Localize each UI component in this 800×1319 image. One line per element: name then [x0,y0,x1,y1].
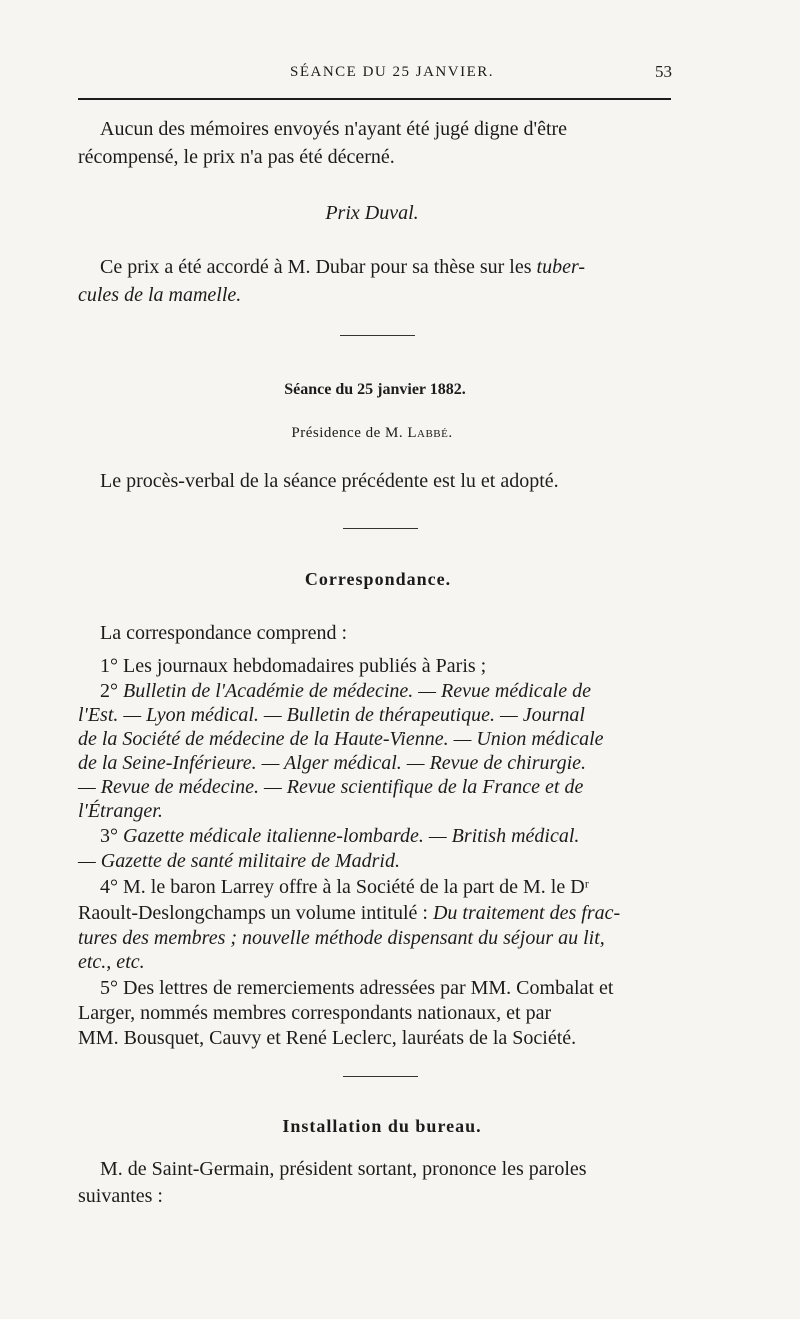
correspondance-item-4-line-1: 4° M. le baron Larrey offre à la Société de la part de M. le Dʳ [100,876,590,898]
presidence-line: Présidence de M. Labbé. [291,425,453,441]
installation-line-1: M. de Saint-Germain, président sortant, prononce les paroles [100,1158,587,1180]
page-number: 53 [655,62,672,81]
running-header-title: SÉANCE DU 25 JANVIER. [290,64,494,80]
correspondance-item-5-line-1: 5° Des lettres de remerciements adressées par MM. Combalat et [100,977,614,999]
prix-duval-line-1: Ce prix a été accordé à M. Dubar pour sa thèse sur les tuber- [100,256,585,278]
correspondance-item-2-line-3: de la Société de médecine de la Haute-Vienne. — Union médicale [78,728,604,750]
correspondance-item-4-line-2: Raoult-Deslongchamps un volume intitulé : Du traitement des frac- [78,902,621,924]
correspondance-item-2-line-1: 2° Bulletin de l'Académie de médecine. — Revue médicale de [100,680,591,702]
correspondance-item-2-line-6: l'Étranger. [78,800,163,822]
correspondance-intro: La correspondance comprend : [100,622,348,644]
installation-heading: Installation du bureau. [282,1116,482,1136]
correspondance-item-4-line-4: etc., etc. [78,951,145,973]
prix-duval-line-2: cules de la mamelle. [78,284,242,306]
correspondance-item-2-line-4: de la Seine-Inférieure. — Alger médical. — Revue de chirurgie. [78,752,586,774]
correspondance-item-2-line-5: — Revue de médecine. — Revue scientifique de la France et de [78,776,584,798]
intro-line-2: récompensé, le prix n'a pas été décerné. [78,146,395,168]
proces-verbal-line: Le procès-verbal de la séance précédente est lu et adopté. [100,470,559,492]
correspondance-heading: Correspondance. [304,569,452,589]
installation-line-2: suivantes : [78,1185,163,1207]
section-divider-1 [340,335,415,336]
correspondance-item-5-line-3: MM. Bousquet, Cauvy et René Leclerc, lauréats de la Société. [78,1027,577,1049]
header-rule [78,98,671,100]
correspondance-item-3-line-2: — Gazette de santé militaire de Madrid. [78,850,400,872]
correspondance-item-4-line-3: tures des membres ; nouvelle méthode dispensant du séjour au lit, [78,927,605,949]
correspondance-item-3-line-1: 3° Gazette médicale italienne-lombarde. — British médical. [100,825,580,847]
correspondance-item-1: 1° Les journaux hebdomadaires publiés à Paris ; [100,655,487,677]
correspondance-item-5-line-2: Larger, nommés membres correspondants nationaux, et par [78,1002,552,1024]
section-divider-2 [343,528,418,529]
seance-title: Séance du 25 janvier 1882. [284,381,466,398]
prix-duval-heading: Prix Duval. [325,202,419,224]
correspondance-item-2-line-2: l'Est. — Lyon médical. — Bulletin de thérapeutique. — Journal [78,704,585,726]
section-divider-3 [343,1076,418,1077]
intro-line-1: Aucun des mémoires envoyés n'ayant été jugé digne d'être [100,118,568,140]
